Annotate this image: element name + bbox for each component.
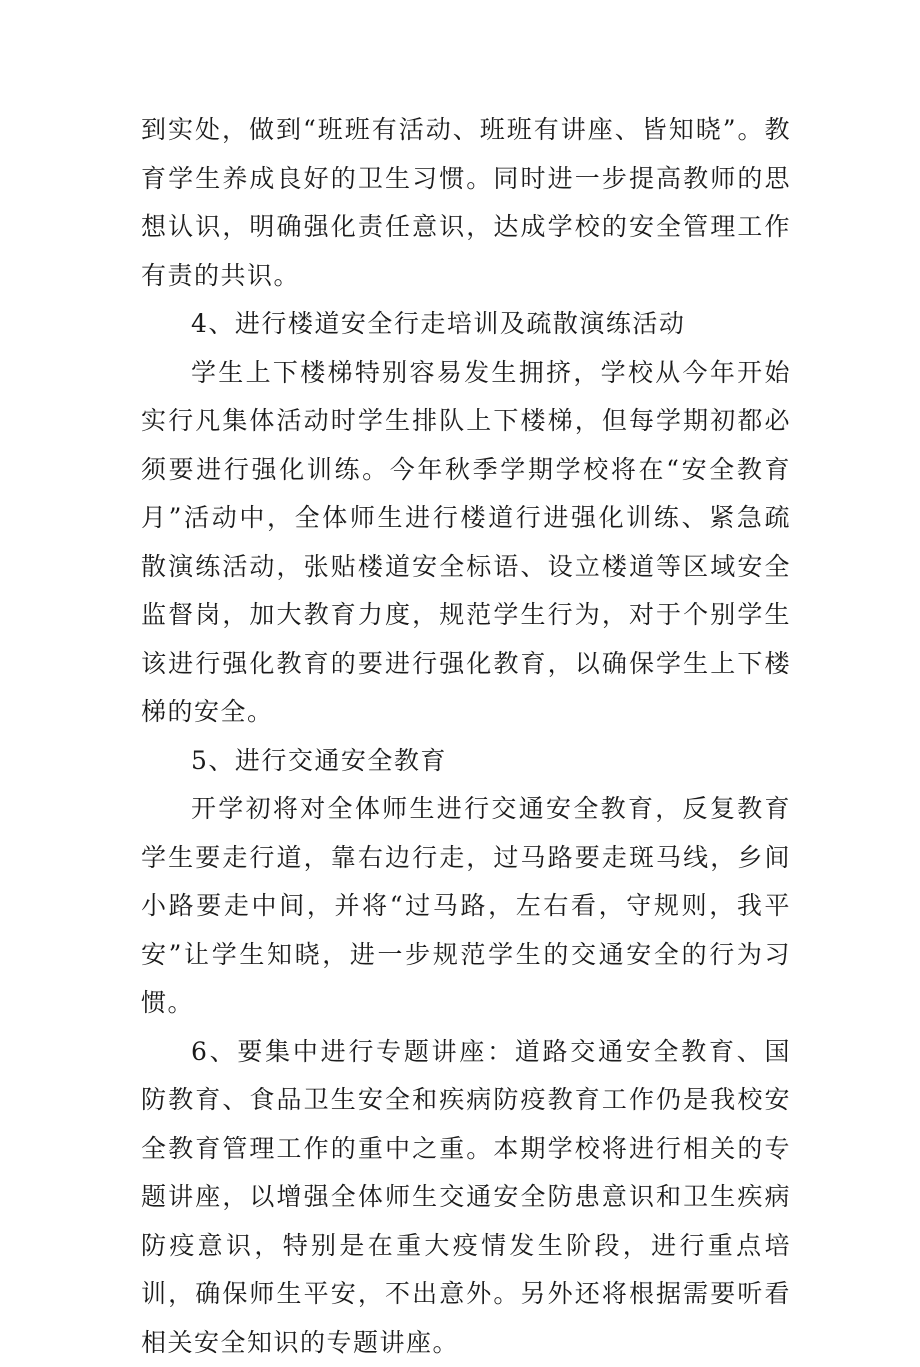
document-body	[141, 106, 791, 1367]
paragraph-stairway-safety: 学生上下楼梯特别容易发生拥挤，学校从今年开始实行凡集体活动时学生排队上下楼梯，但每学期初都必须要进行强化训练。今年秋季学期学校将在“安全教育月”活动中，全体师生进行楼道行进强化训练、紧急疏散演练活动，张贴楼道安全标语、设立楼道等区域安全监督岗，加大教育力度，规范学生行为，对于个别学生该进行强化教育的要进行强化教育，以确保学生上下楼梯的安全。	[141, 349, 791, 737]
paragraph-continued: 到实处，做到“班班有活动、班班有讲座、皆知晓”。教育学生养成良好的卫生习惯。同时进一步提高教师的思想认识，明确强化责任意识，达成学校的安全管理工作有责的共识。	[141, 106, 791, 300]
section-heading-5: 5、进行交通安全教育	[141, 737, 791, 786]
paragraph-traffic-safety: 开学初将对全体师生进行交通安全教育，反复教育学生要走行道，靠右边行走，过马路要走斑马线，乡间小路要走中间，并将“过马路，左右看，守规则，我平安”让学生知晓，进一步规范学生的交通安全的行为习惯。	[141, 785, 791, 1028]
paragraph-special-lectures: 6、要集中进行专题讲座：道路交通安全教育、国防教育、食品卫生安全和疾病防疫教育工作仍是我校安全教育管理工作的重中之重。本期学校将进行相关的专题讲座，以增强全体师生交通安全防患意识和卫生疾病防疫意识，特别是在重大疫情发生阶段，进行重点培训，确保师生平安，不出意外。另外还将根据需要听看相关安全知识的专题讲座。	[141, 1028, 791, 1367]
section-heading-4: 4、进行楼道安全行走培训及疏散演练活动	[141, 300, 791, 349]
